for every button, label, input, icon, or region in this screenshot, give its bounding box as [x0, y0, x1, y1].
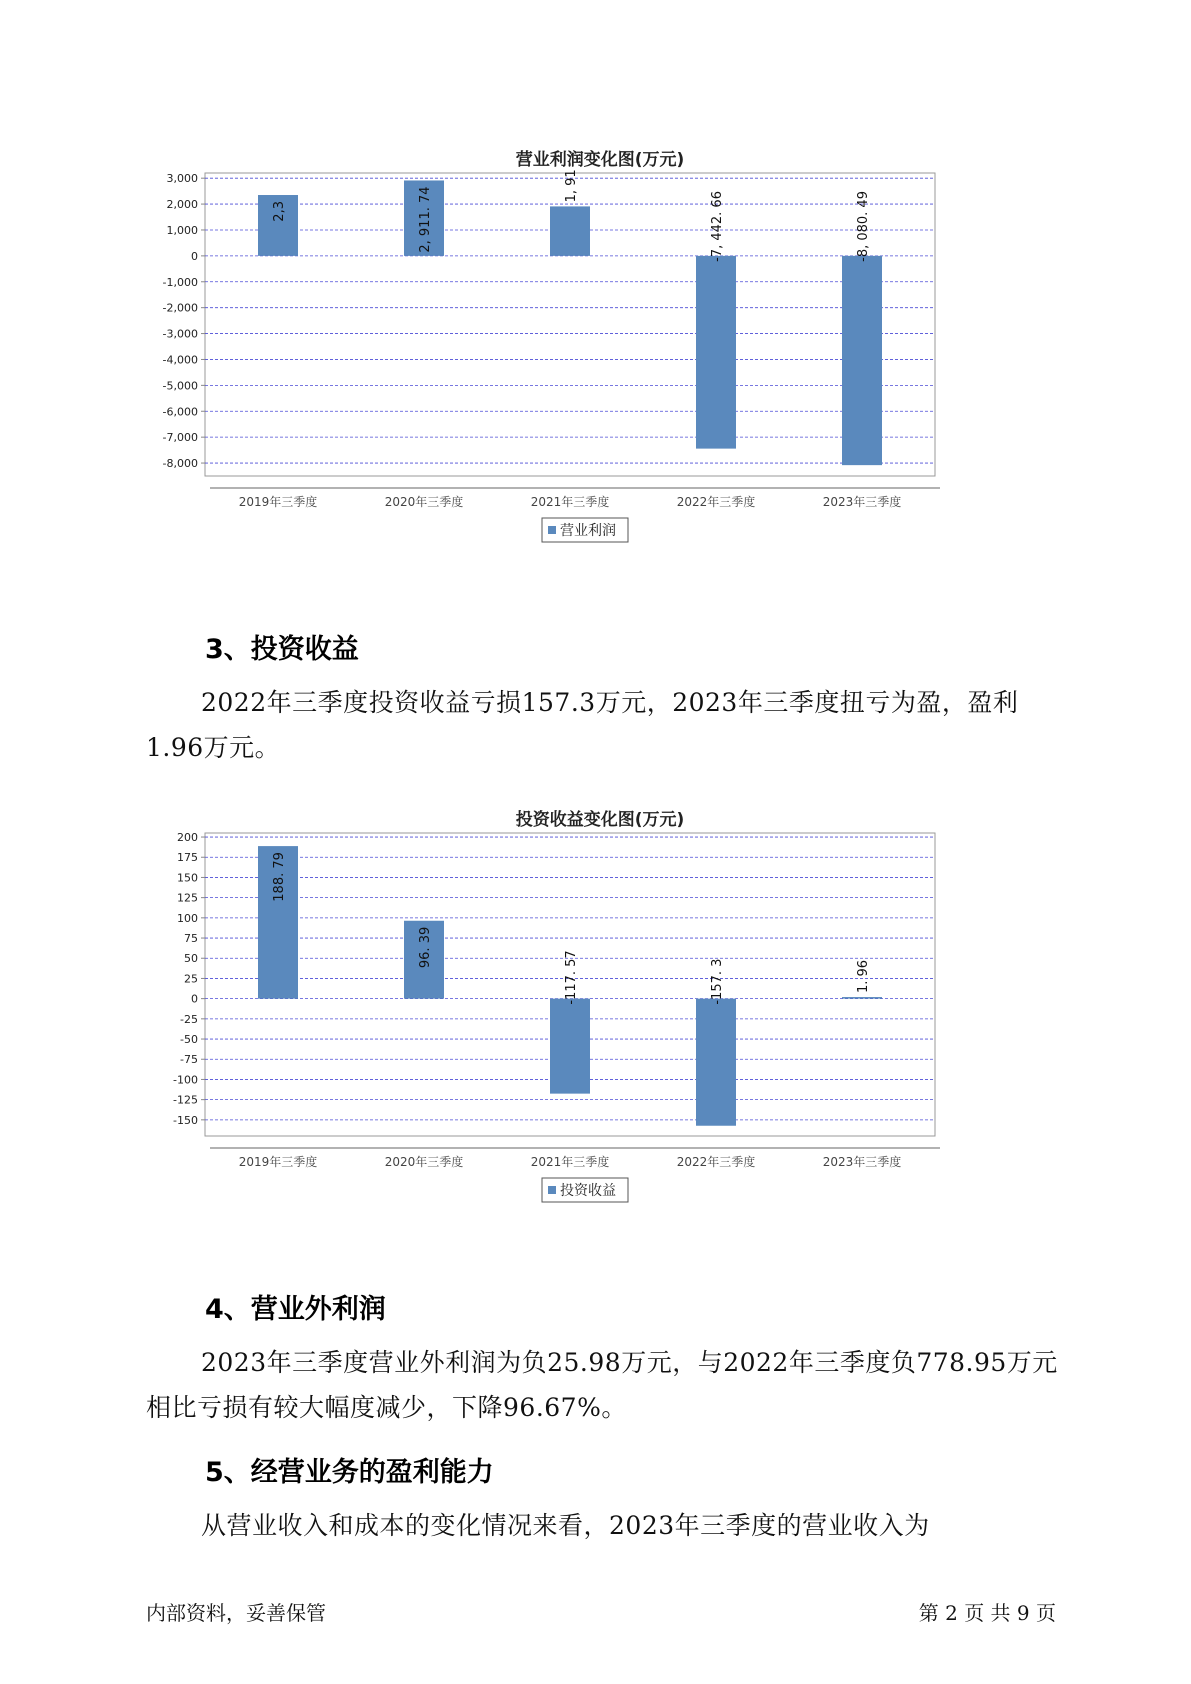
data-label: -8, 080. 49 — [856, 191, 871, 262]
data-label: -7, 442. 66 — [710, 191, 725, 262]
section-heading-profitability: 5、经营业务的盈利能力 — [205, 1457, 494, 1488]
data-label: -117. 57 — [564, 950, 579, 1005]
y-tick-label: 175 — [177, 851, 198, 865]
legend-swatch — [548, 526, 556, 534]
footer-page-number: 第 2 页 共 9 页 — [918, 1601, 1056, 1625]
bar — [550, 999, 590, 1094]
chart-title: 营业利润变化图(万元) — [515, 150, 685, 170]
bar — [842, 997, 882, 999]
section-heading-non-operating: 4、营业外利润 — [205, 1294, 386, 1325]
operating-profit-chart-svg — [150, 168, 1050, 588]
paragraph-non-operating: 2023年三季度营业外利润为负25.98万元，与2022年三季度负778.95万元相比亏损有较大幅度减少，下降96.67%。 — [146, 1348, 1058, 1422]
bar — [550, 206, 590, 255]
x-tick-label: 2023年三季度 — [822, 1155, 902, 1169]
y-tick-label: -50 — [180, 1033, 198, 1047]
data-label: -157. 3 — [710, 958, 725, 1005]
paragraph-profitability: 从营业收入和成本的变化情况来看，2023年三季度的营业收入为 — [201, 1511, 930, 1540]
legend-label: 营业利润 — [560, 523, 616, 539]
investment-income-chart-svg — [150, 828, 1050, 1248]
x-tick-label: 2022年三季度 — [676, 1155, 756, 1169]
y-tick-label: 0 — [191, 992, 198, 1006]
y-tick-label: -3,000 — [162, 327, 198, 341]
y-tick-label: 50 — [184, 952, 198, 966]
y-tick-label: 150 — [177, 871, 198, 885]
x-tick-label: 2021年三季度 — [530, 495, 610, 509]
data-label: 188. 79 — [272, 852, 287, 902]
operating-profit-chart — [150, 140, 1050, 585]
x-tick-label: 2021年三季度 — [530, 1155, 610, 1169]
y-tick-label: -75 — [180, 1053, 198, 1067]
data-label: 1, 91 — [564, 169, 579, 203]
y-tick-label: 1,000 — [166, 223, 198, 237]
footer-confidential-note: 内部资料，妥善保管 — [146, 1601, 326, 1625]
bar — [696, 256, 736, 449]
y-tick-label: 0 — [191, 249, 198, 263]
y-tick-label: -25 — [180, 1012, 198, 1026]
y-tick-label: 200 — [177, 831, 198, 845]
y-tick-label: 125 — [177, 891, 198, 905]
y-tick-label: 75 — [184, 932, 198, 946]
y-tick-label: -4,000 — [162, 353, 198, 367]
x-tick-label: 2020年三季度 — [384, 1155, 464, 1169]
paragraph-investment: 2022年三季度投资收益亏损157.3万元，2023年三季度扭亏为盈，盈利1.96万元。 — [146, 688, 1019, 762]
y-tick-label: -7,000 — [162, 431, 198, 445]
section-heading-investment: 3、投资收益 — [205, 634, 359, 665]
bar — [696, 999, 736, 1126]
data-label: 2,3 — [272, 201, 287, 222]
x-tick-label: 2019年三季度 — [238, 1155, 318, 1169]
y-tick-label: -125 — [173, 1093, 198, 1107]
data-label: 2, 911. 74 — [418, 186, 433, 253]
y-tick-label: -2,000 — [162, 301, 198, 315]
y-tick-label: 3,000 — [166, 172, 198, 186]
y-tick-label: 100 — [177, 911, 198, 925]
y-tick-label: -6,000 — [162, 405, 198, 419]
chart-title: 投资收益变化图(万元) — [515, 810, 685, 830]
x-tick-label: 2022年三季度 — [676, 495, 756, 509]
legend-swatch — [548, 1186, 556, 1194]
bar — [842, 256, 882, 465]
y-tick-label: -8,000 — [162, 457, 198, 471]
legend-label: 投资收益 — [560, 1183, 616, 1199]
x-tick-label: 2020年三季度 — [384, 495, 464, 509]
y-tick-label: -5,000 — [162, 379, 198, 393]
y-tick-label: -150 — [173, 1113, 198, 1127]
investment-income-chart — [150, 800, 1050, 1245]
y-tick-label: 25 — [184, 972, 198, 986]
data-label: 1. 96 — [856, 959, 871, 994]
x-tick-label: 2019年三季度 — [238, 495, 318, 509]
y-tick-label: -100 — [173, 1073, 198, 1087]
y-tick-label: -1,000 — [162, 275, 198, 289]
x-tick-label: 2023年三季度 — [822, 495, 902, 509]
data-label: 96. 39 — [418, 926, 433, 969]
y-tick-label: 2,000 — [166, 198, 198, 212]
